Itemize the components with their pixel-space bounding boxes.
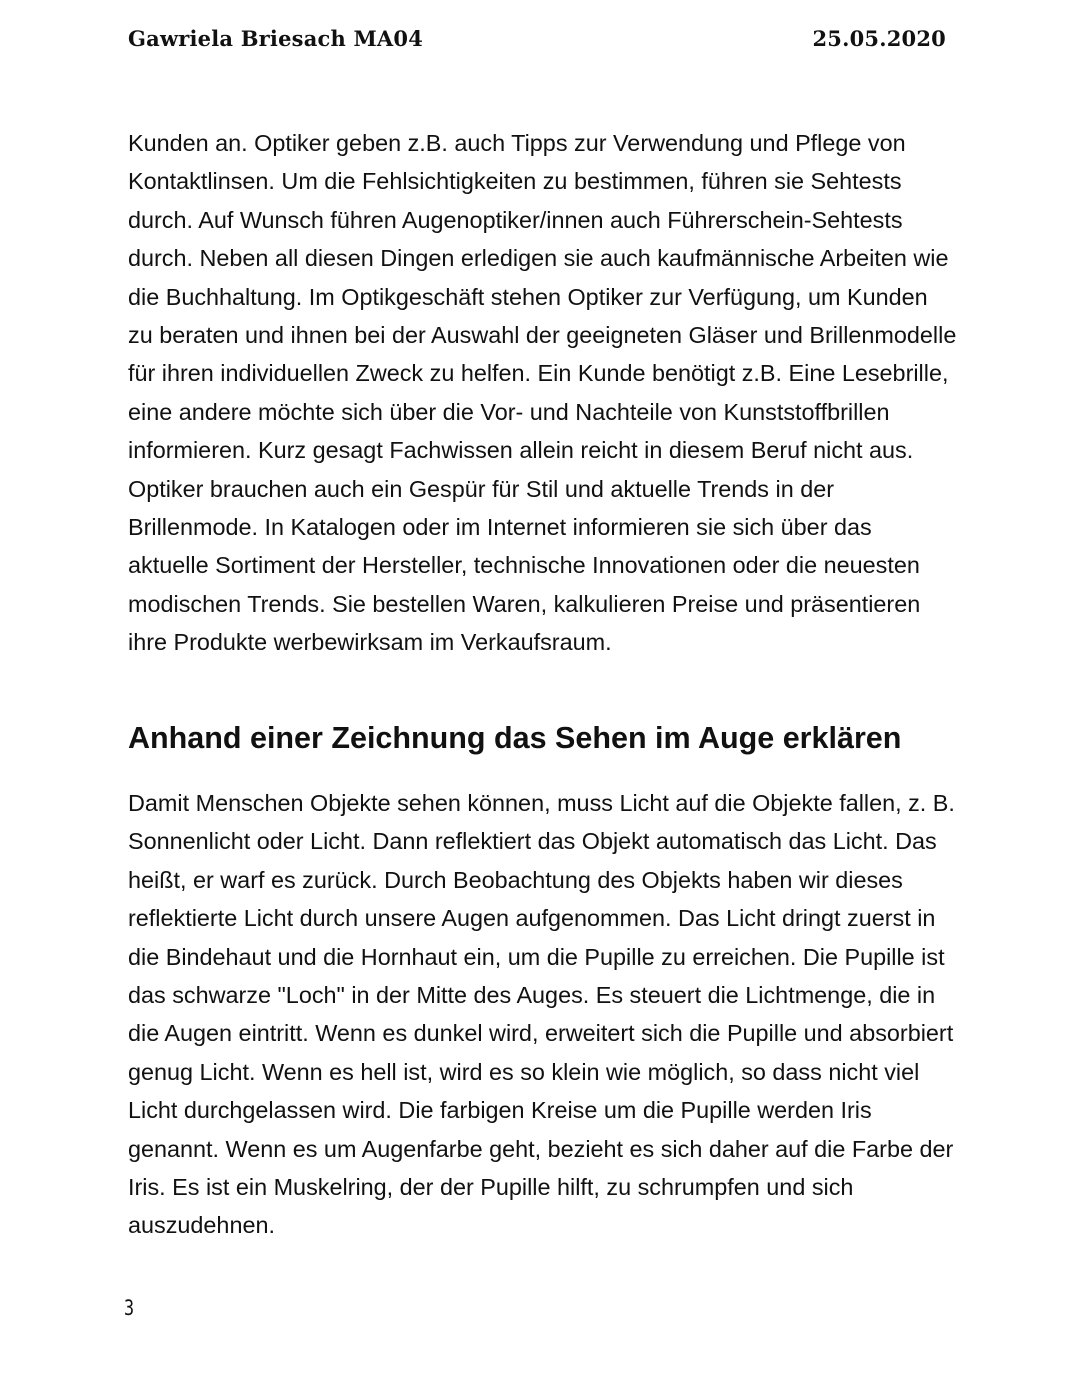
body-paragraph-2: Damit Menschen Objekte sehen können, muss Licht auf die Objekte fallen, z. B. Sonnenlicht oder Licht. Dann reflektiert das Objekt automatisch das Licht. Das heißt, er warf es zurück. Durch Beobachtung des Objekts haben wir dieses reflektierte Licht durch unsere Augen aufgenommen. Das Licht dringt zuerst in die Bindehaut und die Hornhaut ein, um die Pupille zu erreichen. Die Pupille ist das schwarze "Loch" in der Mitte des Auges. Es steuert die Lichtmenge, die in die Augen eintritt. Wenn es dunkel wird, erweitert sich die Pupille und absorbiert genug Licht. Wenn es hell ist, wird es so klein wie möglich, so dass nicht viel Licht durchgelassen wird. Die farbigen Kreise um die Pupille werden Iris genannt. Wenn es um Augenfarbe geht, bezieht es sich daher auf die Farbe der Iris. Es ist ein Muskelring, der der Pupille hilft, zu schrumpfen und sich auszudehnen.	[128, 790, 955, 1239]
section-heading: Anhand einer Zeichnung das Sehen im Auge erklären	[128, 721, 902, 755]
page-number: 3	[124, 1296, 135, 1320]
body-paragraph-1: Kunden an. Optiker geben z.B. auch Tipps zur Verwendung und Pflege von Kontaktlinsen. Um die Fehlsichtigkeiten zu bestimmen, führen sie Sehtests durch. Auf Wunsch führen Augenoptiker/innen auch Führerschein-Sehtests durch. Neben all diesen Dingen erledigen sie auch kaufmännische Arbeiten wie die Buchhaltung. Im Optikgeschäft stehen Optiker zur Verfügung, um Kunden zu beraten und ihnen bei der Auswahl der geeigneten Gläser und Brillenmodelle für ihren individuellen Zweck zu helfen. Ein Kunde benötigt z.B. Eine Lesebrille, eine andere möchte sich über die Vor- und Nachteile von Kunststoffbrillen informieren. Kurz gesagt Fachwissen allein reicht in diesem Beruf nicht aus. Optiker brauchen auch ein Gespür für Stil und aktuelle Trends in der Brillenmode. In Katalogen oder im Internet informieren sie sich über das aktuelle Sortiment der Hersteller, technische Innovationen oder die neuesten modischen Trends. Sie bestellen Waren, kalkulieren Preise und präsentieren ihre Produkte werbewirksam im Verkaufsraum.	[128, 130, 957, 656]
author-name: Gawriela Briesach MA04	[128, 26, 424, 51]
document-date: 25.05.2020	[812, 26, 946, 51]
body-paragraph-2-container	[128, 784, 958, 1245]
body-paragraph-1-container	[128, 124, 958, 662]
page-header	[128, 26, 946, 51]
